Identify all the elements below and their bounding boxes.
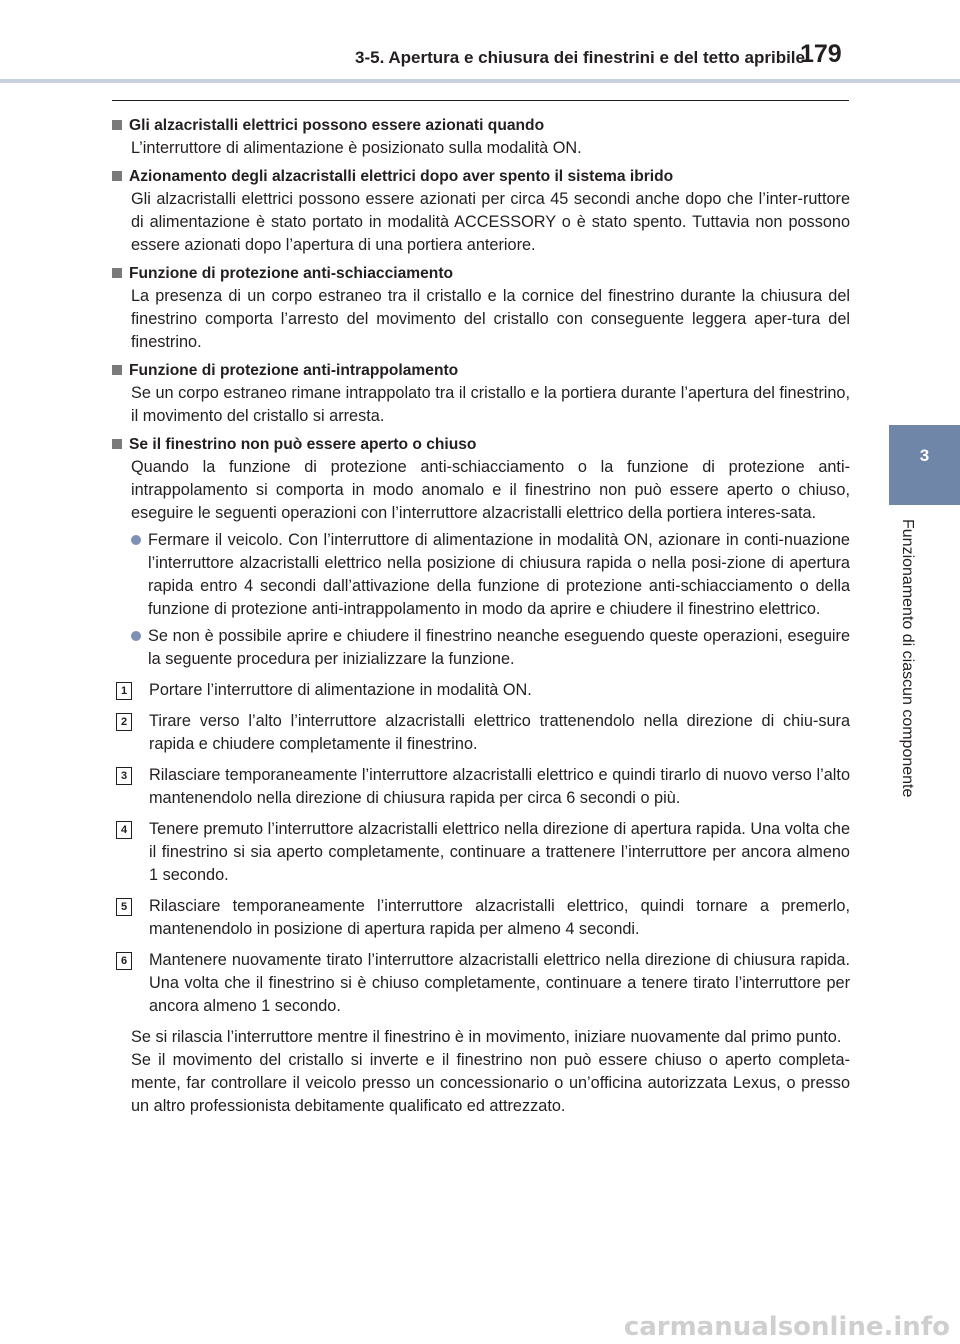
square-bullet-icon <box>112 120 122 130</box>
section-heading <box>112 359 850 382</box>
section-window-fault <box>112 433 850 1118</box>
closing-paragraph: Se si rilascia l’interruttore mentre il finestrino è in movimento, iniziare nuovamente dal primo punto. <box>131 1028 842 1046</box>
square-bullet-icon <box>112 171 122 181</box>
step-number-badge: 6 <box>116 952 132 970</box>
step-number-badge: 5 <box>116 898 132 916</box>
closing-paragraph: Se il movimento del cristallo si inverte e il finestrino non può essere chiuso o aperto completa-mente, far controllare il veicolo presso un concessionario o un’officina autorizzata Lexus, o presso un altro professionista debitamente qualificato ed attrezzato. <box>131 1051 850 1115</box>
step-text: Tenere premuto l’interruttore alzacristalli elettrico nella direzione di apertura rapida. Una volta che il finestrino si sia aperto completamente, continuare a trattenere l’interruttore per ancora almeno 1 secondo. <box>149 820 850 884</box>
round-bullet-icon <box>131 631 141 641</box>
section-jam-protection <box>112 262 850 354</box>
section-paragraph: Quando la funzione di protezione anti-schiacciamento o la funzione di protezione anti-intrappolamento si comporta in modo anomalo e il finestrino non può essere aperto o chiuso, eseguire le seguenti operazioni con l’interruttore alzacristalli elettrico della portiera interes-sata. <box>131 458 850 522</box>
step-text: Mantenere nuovamente tirato l’interruttore alzacristalli elettrico nella direzione di chiusura rapida. Una volta che il finestrino si è chiuso completamente, continuare a tenere tirato l’interruttore per ancora almeno 1 secondo. <box>149 951 850 1015</box>
step-text: Rilasciare temporaneamente l’interruttore alzacristalli elettrico, quindi tornare a premerlo, mantenendolo in posizione di apertura rapida per almeno 4 secondi. <box>149 897 850 938</box>
page-number: 179 <box>800 40 842 68</box>
section-heading-text: Se il finestrino non può essere aperto o chiuso <box>129 436 477 453</box>
content-divider <box>112 100 849 101</box>
bullet-text: Se non è possibile aprire e chiudere il finestrino neanche eseguendo queste operazioni, eseguire la seguente procedura per inizializzare la funzione. <box>148 627 850 668</box>
square-bullet-icon <box>112 268 122 278</box>
section-catch-protection <box>112 359 850 428</box>
step-number-badge: 1 <box>116 682 132 700</box>
procedure-step <box>116 764 850 810</box>
procedure-step <box>116 710 850 756</box>
step-number-badge: 4 <box>116 821 132 839</box>
header-rule <box>0 79 960 83</box>
step-number-badge: 2 <box>116 713 132 731</box>
section-title: 3-5. Apertura e chiusura dei finestrini e del tetto apribile <box>355 48 805 67</box>
step-number-badge: 3 <box>116 767 132 785</box>
chapter-number: 3 <box>919 446 930 465</box>
section-after-shutdown <box>112 165 850 257</box>
section-paragraph: L’interruttore di alimentazione è posizionato sulla modalità ON. <box>131 139 582 157</box>
section-paragraph: Gli alzacristalli elettrici possono essere azionati per circa 45 secondi anche dopo che l’inter-ruttore di alimentazione è stato portato in modalità ACCESSORY o è stato spento. Tuttavia non possono essere azionati dopo l’apertura di una portiera anteriore. <box>131 190 850 254</box>
step-text: Portare l’interruttore di alimentazione in modalità ON. <box>149 681 532 699</box>
list-item <box>131 625 850 671</box>
procedure-step <box>116 949 850 1018</box>
section-paragraph: Se un corpo estraneo rimane intrappolato tra il cristallo e la portiera durante l’apertura del finestrino, il movimento del cristallo si arresta. <box>131 384 850 425</box>
section-heading <box>112 114 850 137</box>
section-heading-text: Gli alzacristalli elettrici possono essere azionati quando <box>129 117 545 134</box>
list-item <box>131 529 850 621</box>
step-text: Rilasciare temporaneamente l’interruttore alzacristalli elettrico e quindi tirarlo di nuovo verso l’alto mantenendolo nella direzione di chiusura rapida per circa 6 secondi o più. <box>149 766 850 807</box>
section-paragraph: La presenza di un corpo estraneo tra il cristallo e la cornice del finestrino durante la chiusura del finestrino comporta l’arresto del movimento del cristallo con conseguente leggera aper-tura del finestrino. <box>131 287 850 351</box>
section-heading <box>112 433 850 456</box>
chapter-label: Funzionamento di ciascun componente <box>899 519 916 798</box>
section-heading-text: Funzione di protezione anti-schiacciamento <box>129 265 454 282</box>
square-bullet-icon <box>112 365 122 375</box>
site-watermark: carmanualsonline.info <box>623 1312 950 1342</box>
procedure-step <box>116 895 850 941</box>
section-heading <box>112 262 850 285</box>
procedure-step <box>116 818 850 887</box>
page-content <box>112 114 850 1123</box>
round-bullet-icon <box>131 535 141 545</box>
procedure-step <box>116 679 850 702</box>
step-text: Tirare verso l’alto l’interruttore alzacristalli elettrico trattenendolo nella direzione di chiu-sura rapida e chiudere completamente il finestrino. <box>149 712 850 753</box>
section-heading-text: Funzione di protezione anti-intrappolamento <box>129 362 459 379</box>
section-conditions <box>112 114 850 160</box>
section-heading <box>112 165 850 188</box>
section-heading-text: Azionamento degli alzacristalli elettrici dopo aver spento il sistema ibrido <box>129 168 674 185</box>
bullet-text: Fermare il veicolo. Con l’interruttore di alimentazione in modalità ON, azionare in conti-nuazione l’interruttore alzacristalli elettrico nella posizione di chiusura rapida o nella posi-zione di apertura rapida entro 4 secondi dall’attivazione della funzione di protezione anti-schiacciamento o della funzione di protezione anti-intrappolamento in modo da aprire e chiudere il finestrino elettrico. <box>148 531 850 618</box>
square-bullet-icon <box>112 439 122 449</box>
